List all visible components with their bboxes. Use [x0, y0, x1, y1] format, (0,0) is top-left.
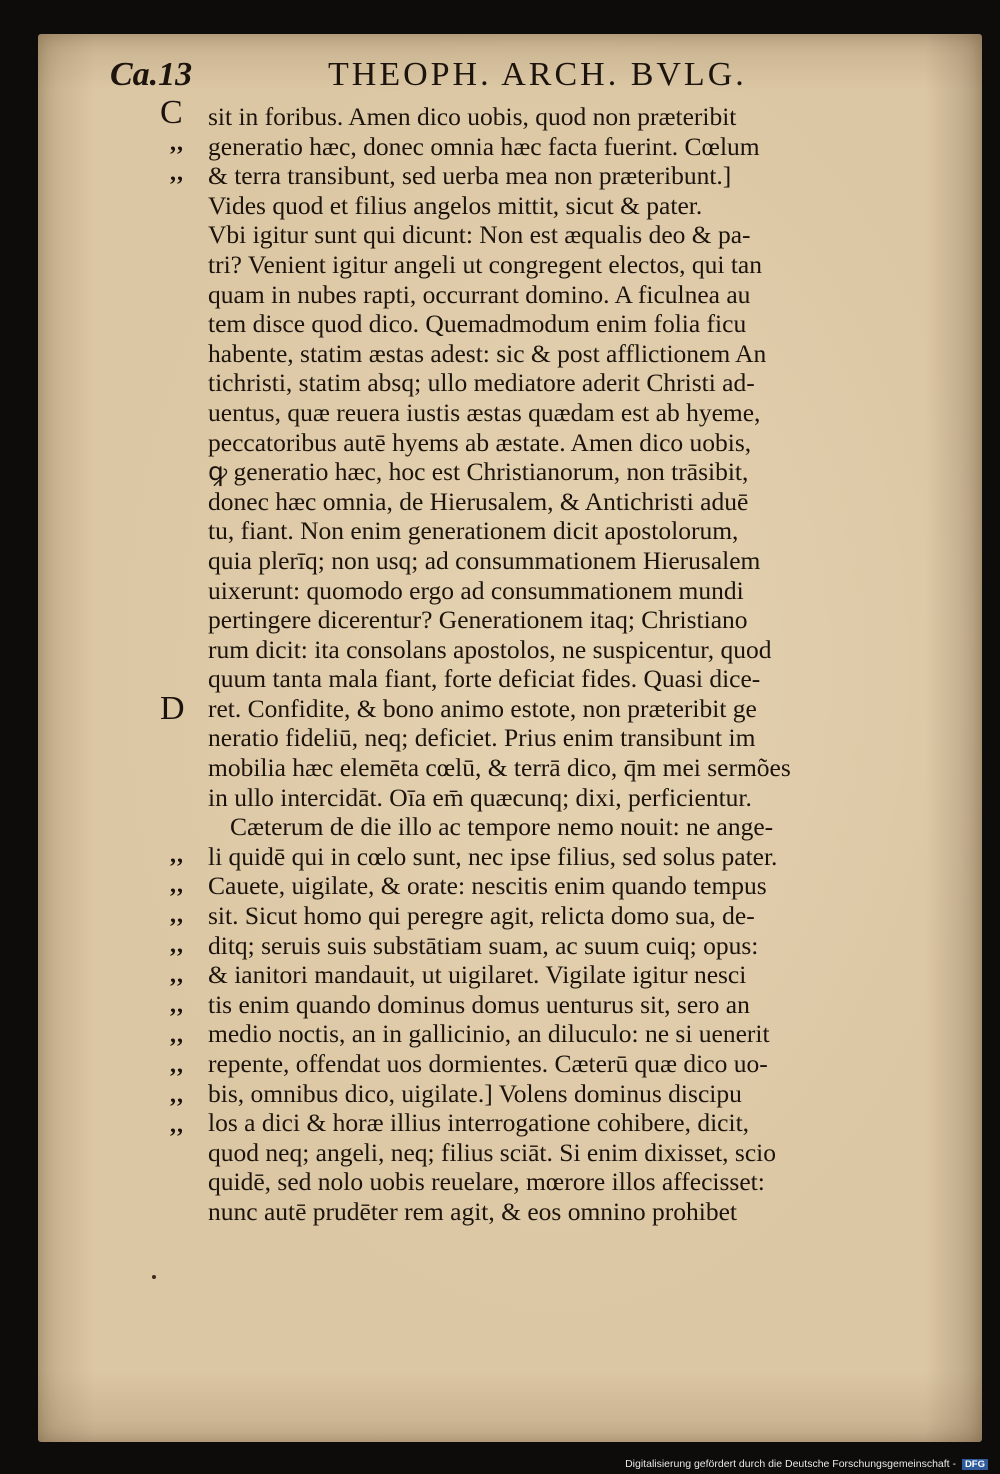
- text-line: tu, fiant. Non enim generationem dicit apostolorum,: [208, 516, 739, 546]
- text-line: pertingere dicerentur? Generationem itaq; Christiano: [208, 605, 748, 635]
- margin-quote-mark: ,,: [170, 902, 184, 928]
- text-line: ꝙ generatio hæc, hoc est Christianorum, non trāsibit,: [208, 457, 749, 487]
- folio-label: Ca.13: [110, 56, 193, 93]
- text-line: mobilia hæc elemēta cœlū, & terrā dico, q̄m mei sermões: [208, 753, 791, 783]
- text-line: in ullo intercidāt. Oīa em̄ quæcunq; dixi, perficientur.: [208, 782, 752, 812]
- margin-quote-mark: ,,: [170, 992, 184, 1018]
- text-line: Vbi igitur sunt qui dicunt: Non est æqualis deo & pa-: [208, 220, 751, 250]
- margin-quote-mark: ,,: [170, 932, 184, 958]
- digitization-credit: [625, 1458, 988, 1470]
- text-line: rum dicit: ita consolans apostolos, ne suspicentur, quod: [208, 634, 772, 664]
- text-line: quidē, sed nolo uobis reuelare, mœrore illos affecisset:: [208, 1167, 765, 1197]
- margin-quote-mark: ,,: [170, 1082, 184, 1108]
- text-line: sit in foribus. Amen dico uobis, quod non præteribit: [208, 102, 737, 131]
- text-line: sit. Sicut homo qui peregre agit, relicta domo sua, de-: [208, 901, 755, 931]
- text-line: Cauete, uigilate, & orate: nescitis enim quando tempus: [208, 871, 767, 901]
- text-line: generatio hæc, donec omnia hæc facta fuerint. Cœlum: [208, 131, 760, 161]
- text-line: nunc autē prudēter rem agit, & eos omnino prohibet: [208, 1196, 737, 1226]
- text-line: habente, statim æstas adest: sic & post afflictionem An: [208, 338, 767, 368]
- text-line: Cæterum de die illo ac tempore nemo nouit: ne ange-: [230, 812, 774, 842]
- text-line: neratio fideliū, neq; deficiet. Prius enim transibunt im: [208, 723, 756, 753]
- text-line: tem disce quod dico. Quemadmodum enim folia ficu: [208, 309, 747, 339]
- margin-quote-mark: ,,: [170, 962, 184, 988]
- text-line: tri? Venient igitur angeli ut congregent electos, qui tan: [208, 249, 762, 279]
- margin-quote-mark: ,,: [170, 872, 184, 898]
- text-line: los a dici & horæ illius interrogatione cohibere, dicit,: [208, 1108, 750, 1138]
- credit-text: Digitalisierung gefördert durch die Deutsche Forschungsgemeinschaft -: [625, 1458, 957, 1470]
- page-header: [110, 56, 770, 100]
- text-line: li quidē qui in cœlo sunt, nec ipse filius, sed solus pater.: [208, 841, 778, 871]
- margin-quote-mark: ,,: [170, 160, 184, 186]
- text-line: & ianitori mandauit, ut uigilaret. Vigilate igitur nesci: [208, 960, 747, 990]
- text-line: bis, omnibus dico, uigilate.] Volens dominus discipu: [208, 1078, 742, 1108]
- body-text: [208, 102, 908, 1227]
- text-line: medio noctis, an in gallicinio, an diluculo: ne si uenerit: [208, 1019, 770, 1049]
- margin-quote-mark: ,,: [170, 1022, 184, 1048]
- margin-section-c: C: [160, 94, 183, 131]
- text-line: ret. Confidite, & bono animo estote, non præteribit ge: [208, 693, 757, 723]
- text-line: ditq; seruis suis substātiam suam, ac suum cuiq; opus:: [208, 930, 759, 960]
- text-line: repente, offendat uos dormientes. Cæterū quæ dico uo-: [208, 1049, 768, 1078]
- margin-quote-mark: ,,: [170, 130, 184, 156]
- text-line: uixerunt: quomodo ergo ad consummationem mundi: [208, 575, 744, 605]
- text-line: Vides quod et filius angelos mittit, sicut & pater.: [208, 190, 703, 220]
- dfg-logo-icon: DFG: [962, 1459, 988, 1470]
- text-line: & terra transibunt, sed uerba mea non præteribunt.]: [208, 161, 732, 191]
- margin-quote-mark: ,,: [170, 1112, 184, 1138]
- text-line: quia plerīq; non usq; ad consummationem Hierusalem: [208, 545, 761, 575]
- text-line: quam in nubes rapti, occurrant domino. A ficulnea au: [208, 279, 751, 309]
- text-line: uentus, quæ reuera iustis æstas quædam est ab hyeme,: [208, 397, 761, 427]
- margin-quote-mark: ,,: [170, 1052, 184, 1078]
- text-line: tis enim quando dominus domus uenturus sit, sero an: [208, 989, 750, 1019]
- margin-section-d: D: [160, 690, 185, 727]
- running-title: THEOPH. ARCH. BVLG.: [328, 56, 747, 93]
- page-speck: [152, 1275, 156, 1279]
- text-line: peccatoribus autē hyems ab æstate. Amen dico uobis,: [208, 427, 752, 457]
- text-line: tichristi, statim absq; ullo mediatore aderit Christi ad-: [208, 368, 755, 398]
- text-line: donec hæc omnia, de Hierusalem, & Antichristi aduē: [208, 486, 749, 516]
- text-line: quod neq; angeli, neq; filius sciāt. Si enim dixisset, scio: [208, 1137, 777, 1167]
- margin-quote-mark: ,,: [170, 842, 184, 868]
- text-line: quum tanta mala fiant, forte deficiat fides. Quasi dice-: [208, 664, 761, 694]
